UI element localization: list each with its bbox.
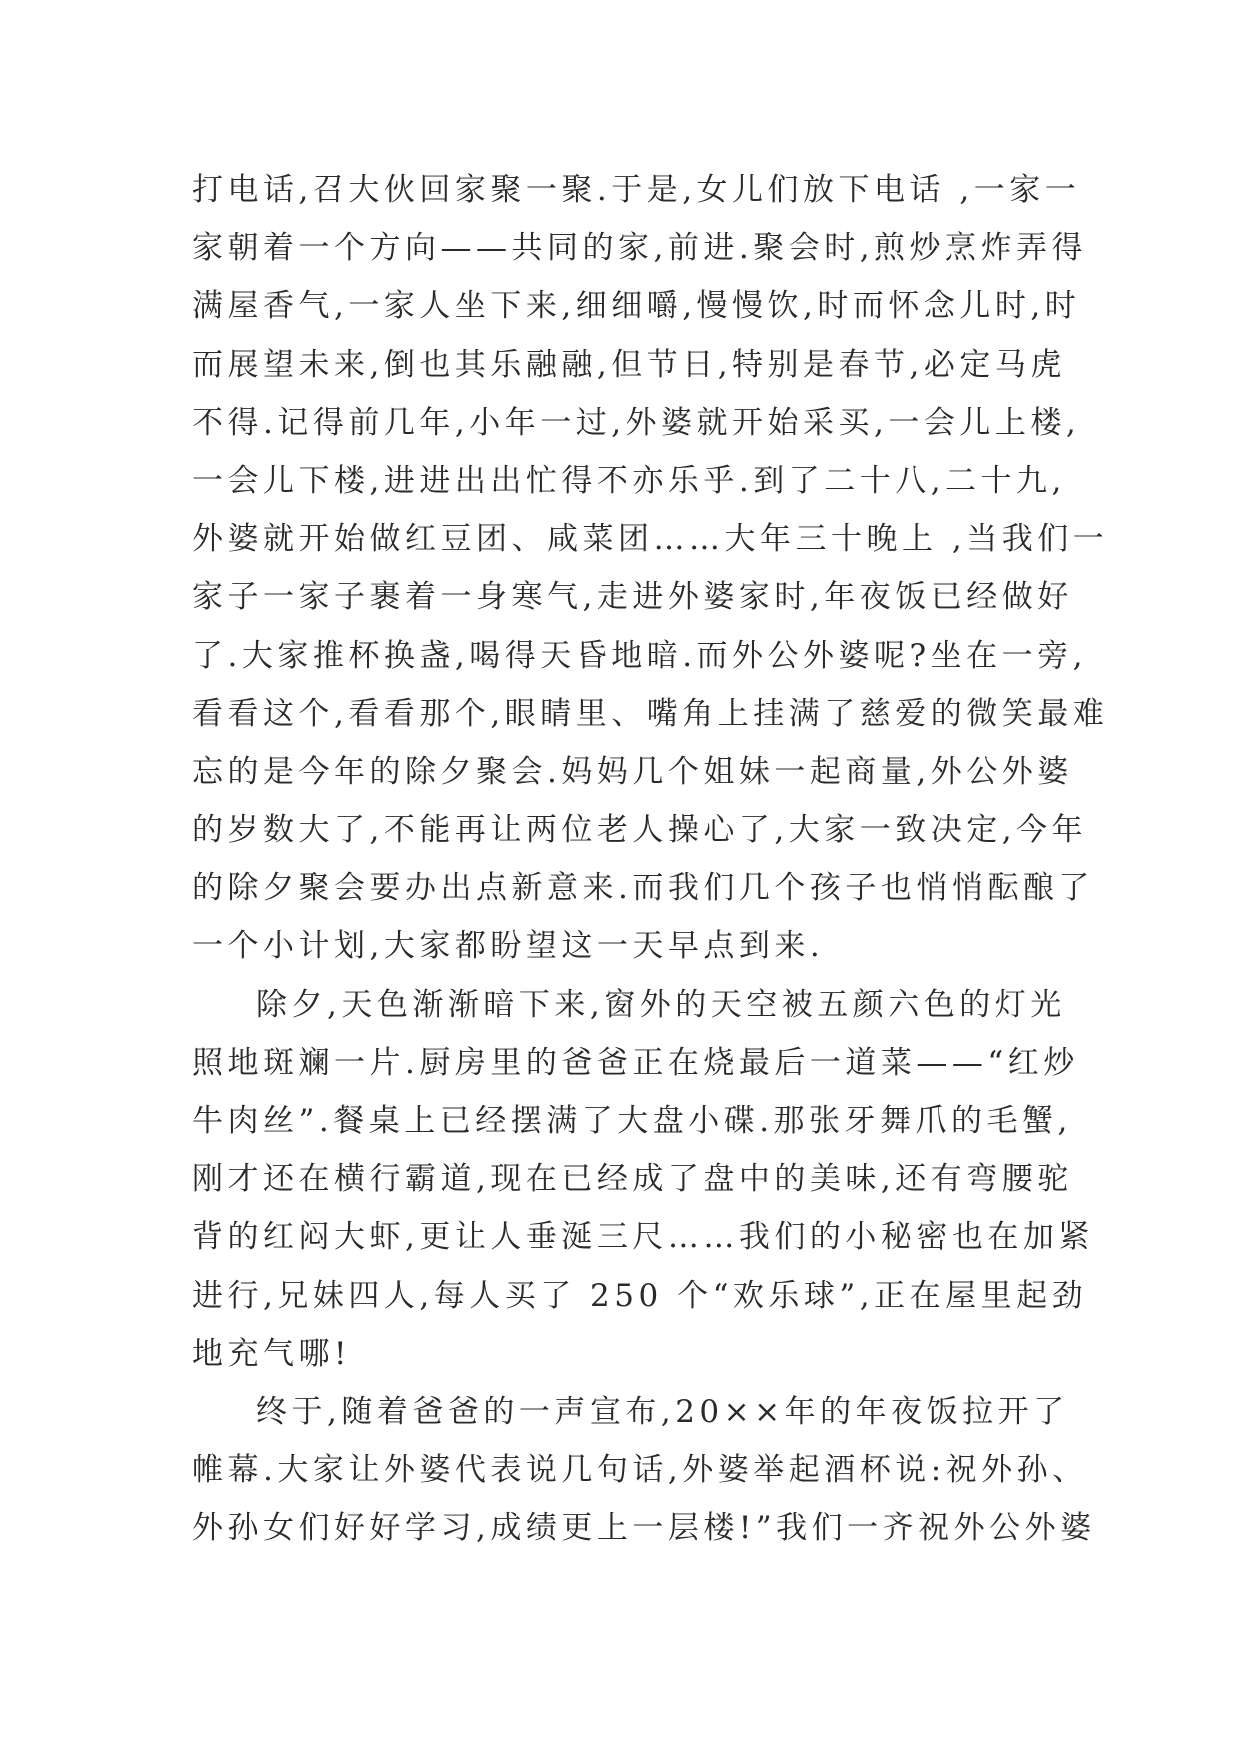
paragraph-start-line: 除夕,天色渐渐暗下来,窗外的天空被五颜六色的灯光	[256, 986, 1066, 1023]
text-line: 背的红闷大虾,更让人垂涎三尺……我们的小秘密也在加紧	[192, 1219, 1094, 1256]
body-text	[192, 161, 1109, 1558]
text-line: 刚才还在横行霸道,现在已经成了盘中的美味,还有弯腰驼	[192, 1161, 1073, 1198]
text-line: 帷幕.大家让外婆代表说几句话,外婆举起酒杯说:祝外孙、	[192, 1452, 1088, 1489]
text-line: 不得.记得前几年,小年一过,外婆就开始采买,一会儿上楼,	[192, 404, 1081, 441]
text-line: 进行,兄妹四人,每人买了 250 个“欢乐球”,正在屋里起劲	[192, 1277, 1088, 1314]
text-line: 看看这个,看看那个,眼睛里、嘴角上挂满了慈爱的微笑最难	[192, 695, 1109, 732]
paragraph-start-line: 终于,随着爸爸的一声宣布,20××年的年夜饭拉开了	[256, 1393, 1069, 1430]
text-line: 牛肉丝”.餐桌上已经摆满了大盘小碟.那张牙舞爪的毛蟹,	[192, 1103, 1072, 1139]
text-line: 地充气哪!	[192, 1335, 351, 1372]
text-line: 家子一家子裹着一身寒气,走进外婆家时,年夜饭已经做好	[192, 579, 1073, 616]
text-line: 了.大家推杯换盏,喝得天昏地暗.而外公外婆呢?坐在一旁,	[192, 637, 1088, 674]
text-line: 的岁数大了,不能再让两位老人操心了,大家一致决定,今年	[192, 812, 1088, 849]
text-line: 家朝着一个方向——共同的家,前进.聚会时,煎炒烹炸弄得	[192, 230, 1088, 267]
text-line: 照地斑斓一片.厨房里的爸爸正在烧最后一道菜——“红炒	[192, 1044, 1079, 1081]
text-line: 的除夕聚会要办出点新意来.而我们几个孩子也悄悄酝酿了	[192, 870, 1094, 907]
text-line: 打电话,召大伙回家聚一聚.于是,女儿们放下电话 ,一家一	[192, 172, 1081, 208]
text-line: 外孙女们好好学习,成绩更上一层楼!”我们一齐祝外公外婆	[192, 1510, 1096, 1547]
text-line: 一会儿下楼,进进出出忙得不亦乐乎.到了二十八,二十九,	[192, 462, 1066, 499]
text-line: 外婆就开始做红豆团、咸菜团……大年三十晚上 ,当我们一	[192, 521, 1109, 558]
text-line: 而展望未来,倒也其乐融融,但节日,特别是春节,必定马虎	[192, 346, 1066, 383]
text-line: 一个小计划,大家都盼望这一天早点到来.	[192, 928, 825, 965]
text-line: 忘的是今年的除夕聚会.妈妈几个姐妹一起商量,外公外婆	[192, 753, 1073, 790]
text-line: 满屋香气,一家人坐下来,细细嚼,慢慢饮,时而怀念儿时,时	[192, 288, 1081, 325]
